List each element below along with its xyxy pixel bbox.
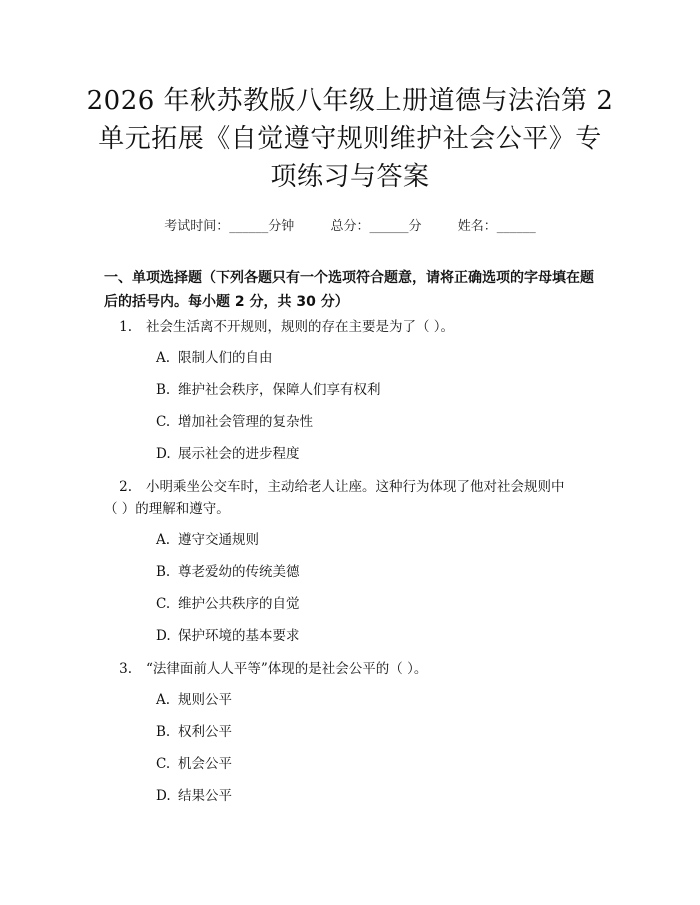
exam-meta [0,218,700,236]
question-text: 小明乘坐公交车时，主动给老人让座。这种行为体现了他对社会规则中 [146,479,565,495]
option-text: 增加社会管理的复杂性 [178,414,313,430]
option-text: 遵守交通规则 [178,532,259,548]
student-name-field: 姓名：______ [457,219,536,234]
option-letter: D. [156,446,171,462]
option-text: 结果公平 [178,788,232,804]
option-text: 机会公平 [178,756,232,772]
q3-option-a [156,690,232,710]
option-text: 维护公共秩序的自觉 [178,596,300,612]
question-2 [104,476,596,520]
q2-option-b [156,562,300,582]
option-letter: A. [156,532,171,548]
section-heading-line-1: 一、单项选择题（下列各题只有一个选项符合题意，请将正确选项的字母填在题 [104,270,594,286]
q1-option-d [156,444,300,464]
option-letter: D. [156,788,171,804]
q2-option-c [156,594,300,614]
q3-option-d [156,786,232,806]
q1-option-b [156,380,381,400]
option-letter: B. [156,564,171,580]
title-line-3: 项练习与答案 [270,162,430,192]
option-text: 维护社会秩序，保障人们享有权利 [178,382,381,398]
option-letter: B. [156,382,171,398]
option-text: 展示社会的进步程度 [178,446,300,462]
option-letter: C. [156,756,171,772]
document-title [70,82,630,196]
option-letter: A. [156,350,171,366]
title-line-2: 单元拓展《自觉遵守规则维护社会公平》专 [98,124,602,154]
option-text: 限制人们的自由 [178,350,273,366]
section-heading [104,266,604,314]
section-heading-line-2: 后的括号内。每小题 2 分，共 30 分） [104,294,349,310]
exam-time-field: 考试时间：______分钟 [164,219,295,234]
q3-option-b [156,722,232,742]
total-score-field: 总分：______分 [330,219,422,234]
option-letter: C. [156,596,171,612]
q2-option-d [156,626,300,646]
option-text: 规则公平 [178,692,232,708]
question-number: 3. [119,661,132,677]
q3-option-c [156,754,232,774]
option-letter: A. [156,692,171,708]
option-letter: B. [156,724,171,740]
question-text: 社会生活离不开规则，规则的存在主要是为了（ ）。 [146,319,455,335]
q1-option-a [156,348,273,368]
question-number: 2. [119,479,132,495]
option-letter: D. [156,628,171,644]
question-text: “法律面前人人平等”体现的是社会公平的（ ）。 [146,661,428,677]
option-letter: C. [156,414,171,430]
q2-option-a [156,530,259,550]
question-3 [104,658,596,680]
q1-option-c [156,412,313,432]
question-text-continued: （ ）的理解和遵守。 [104,501,230,517]
option-text: 权利公平 [178,724,232,740]
option-text: 保护环境的基本要求 [178,628,300,644]
question-number: 1. [119,319,132,335]
question-1 [104,316,596,338]
title-line-1: 2026 年秋苏教版八年级上册道德与法治第 2 [86,86,614,116]
option-text: 尊老爱幼的传统美德 [178,564,300,580]
